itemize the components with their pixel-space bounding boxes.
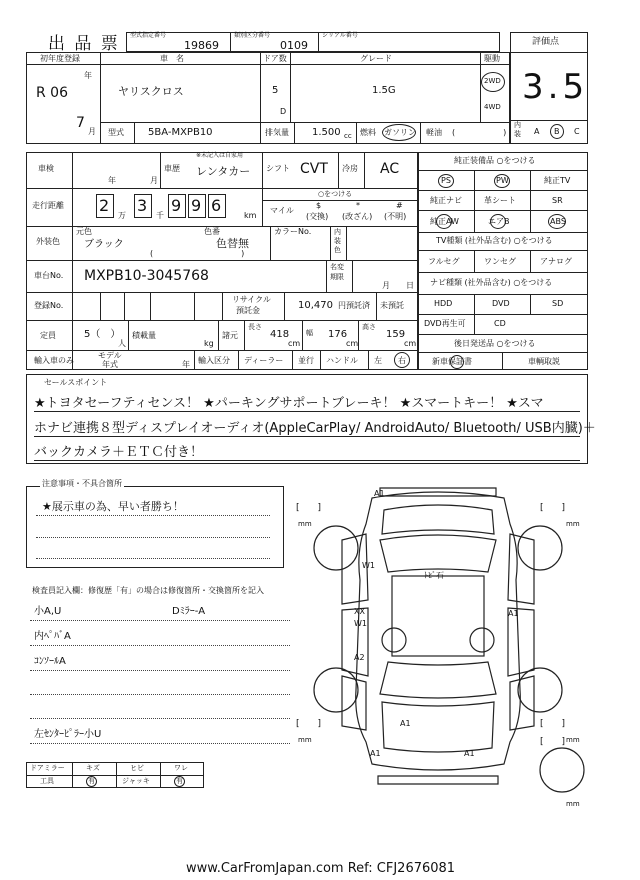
mileage-km: km [244, 211, 257, 220]
displacement-label: 排気量 [265, 128, 289, 137]
tire-bracket-fl: [ ] [296, 503, 322, 513]
length-cm: cm [288, 339, 301, 348]
fuel-label: 燃料 [360, 128, 376, 137]
later-warranty: 新車保証書 [432, 357, 472, 366]
score-label: 評価点 [532, 37, 560, 47]
displacement-unit: cc [344, 132, 352, 140]
color-no-label: カラーNo. [274, 227, 312, 236]
equip-leather: 革シート [484, 196, 516, 205]
tire-bracket-rl: [ ] [296, 719, 322, 729]
handle-label: ハンドル [326, 356, 358, 365]
recycle-value: 10,470 [298, 300, 333, 311]
doors-sub: D [280, 107, 287, 116]
sales-line-2: ホナビ連携８型ディスプレイオーディオ(AppleCarPlay/ AndroidAuto/ Bluetooth/ USB内臓)＋ [34, 417, 580, 437]
legend-mirror: ドアミラー [30, 764, 65, 772]
recycle-unit: 円預託済 [338, 301, 370, 310]
original-color-label: 元色 [76, 227, 92, 236]
interior-label-1: 内 [514, 121, 521, 129]
shift-label: シフト [266, 164, 290, 173]
sales-point-label: セールスポイント [44, 378, 108, 387]
length-value: 418 [270, 329, 290, 340]
name-change-label-2: 期限 [330, 273, 344, 281]
inspector-line-3: ｺﾝｿｰﾙA [34, 656, 66, 667]
shaken-year: 年 [108, 176, 116, 185]
diag-label-w1-side: W1 [354, 619, 367, 628]
load-label: 積載量 [132, 331, 156, 340]
mileage-man: 万 [118, 211, 126, 220]
mileage-digit-4: 9 [191, 196, 202, 215]
registration-label: 登録No. [34, 301, 64, 310]
later-manual: 車輌取説 [528, 357, 560, 366]
mileage-digit-3: 9 [171, 196, 182, 215]
tire-mm-rr: mm [566, 736, 580, 744]
repaint-value: 色替無 [216, 237, 249, 250]
car-damage-diagram [288, 480, 588, 810]
type-cert-value: 19869 [184, 39, 219, 52]
tire-mm-spare: mm [566, 800, 580, 808]
light-oil-label: 軽油 [426, 128, 442, 137]
header-code-box [126, 32, 500, 52]
recycle-label-1: リサイクル [232, 295, 271, 304]
inspector-line-2: 内ﾍﾟﾊﾞA [34, 631, 71, 642]
fuel-other: ( ) [452, 128, 507, 137]
first-reg-label: 初年度登録 [40, 54, 80, 63]
mileage-digit-1: 2 [99, 196, 110, 215]
equip-abs: ABS [550, 217, 566, 226]
navi-hdd: HDD [434, 299, 453, 308]
import-label: 輸入車のみ [34, 356, 74, 365]
chassis-label: 車台No. [34, 271, 64, 280]
handle-right: 右 [398, 356, 406, 365]
color-number-label: 色番 [204, 227, 220, 236]
height-label: 高さ [362, 323, 376, 331]
tire-mm-rl: mm [298, 736, 312, 744]
diag-label-a1-right: A1 [508, 609, 519, 618]
tire-mm-fl: mm [298, 520, 312, 528]
equip-sr: SR [552, 196, 563, 205]
equip-airbag: エアB [488, 217, 510, 226]
inspector-line-6: 左ｾﾝﾀｰﾋﾟﾗｰ小U [34, 729, 102, 740]
inspector-line-1: 小A,U [34, 606, 62, 617]
later-header: 後日発送品 ○をつける [454, 339, 536, 348]
tv-one: ワンセグ [484, 257, 516, 266]
navi-header: ナビ種類 (社外品含む) ○をつける [430, 278, 553, 287]
equip-pw: PW [496, 176, 509, 185]
shaken-label: 車検 [38, 164, 54, 173]
model-label: 型式 [108, 128, 124, 137]
sales-line-1: ★トヨタセーフティセンス！ ★パーキングサポートブレーキ！ ★スマートキー！ ★スマ [34, 392, 580, 412]
recycle-unpaid: 未預託 [380, 301, 404, 310]
tire-mm-fr: mm [566, 520, 580, 528]
class-label: 類別区分番号 [234, 32, 271, 39]
mileage-digit-5: 6 [211, 196, 222, 215]
diag-label-a2: A2 [354, 653, 365, 662]
legend-jack-yes: 有 [176, 777, 183, 785]
notes-label: 注意事項・不具合箇所 [42, 479, 122, 488]
mile-label: マイル [270, 206, 294, 215]
navi-cd: CD [494, 319, 506, 328]
serial-label: シリアル番号 [322, 32, 358, 39]
mileage-digit-2: 3 [137, 196, 148, 215]
tire-bracket-spare: [ ] [540, 737, 566, 747]
car-name-label: 車 名 [160, 54, 184, 63]
import-dealer: ディーラー [244, 356, 284, 365]
mileage-label: 走行距離 [32, 201, 64, 210]
diag-label-a1-front: A1 [374, 489, 385, 498]
tire-bracket-rr: [ ] [540, 719, 566, 729]
legend-scratch: キズ [86, 764, 100, 772]
length-label: 長さ [248, 323, 262, 331]
unknown-sub: (不明) [384, 212, 407, 221]
doors-value: 5 [272, 85, 279, 96]
footer-ref: www.CarFromJapan.com Ref: CFJ2676081 [186, 861, 456, 876]
drive-4wd: 4WD [484, 103, 501, 111]
original-color-value: ブラック [84, 239, 124, 250]
score-value: 3.5 [522, 67, 589, 107]
diag-label-stone-chip: ﾄﾋﾞ石 [424, 571, 444, 580]
handle-left: 左 [374, 356, 382, 365]
notes-box [26, 486, 284, 568]
tire-bracket-fr: [ ] [540, 503, 566, 513]
month-label: 月 [88, 127, 96, 136]
tamper-label: * [356, 201, 360, 210]
capacity-unit: 人 [118, 339, 126, 348]
interior-color-label: 内 装 色 [334, 228, 341, 254]
capacity-label: 定員 [40, 331, 56, 340]
recycle-label-2: 預託金 [236, 306, 260, 315]
car-name-value: ヤリスクロス [118, 85, 184, 98]
fuel-value: ガソリン [384, 128, 416, 137]
import-class-label: 輸入区分 [198, 356, 230, 365]
mileage-circle-note: ○をつける [318, 190, 353, 198]
use-label: 車歴 [164, 164, 180, 173]
name-change-month: 月 [382, 281, 390, 290]
navi-sd: SD [552, 299, 564, 308]
year-label: 年 [84, 71, 92, 80]
height-value: 159 [386, 329, 406, 340]
tv-analog: アナログ [540, 257, 572, 266]
equip-navi: 純正ナビ [430, 196, 462, 205]
doors-label: ドア数 [263, 54, 287, 63]
drive-label: 駆動 [484, 54, 500, 63]
ac-label: 冷房 [342, 164, 358, 173]
shaken-month: 月 [150, 176, 158, 185]
tv-header: TV種類 (社外品含む) ○をつける [436, 236, 553, 245]
width-label: 幅 [306, 329, 313, 337]
type-cert-label: 型式指定番号 [130, 32, 167, 39]
model-value: 5BA-MXPB10 [148, 127, 213, 138]
legend-tools-yes: 有 [88, 777, 95, 785]
legend-jack: ジャッキ [122, 777, 150, 785]
model-year-label-2: 年式 [102, 360, 118, 369]
diag-label-w1-windshield: W1 [362, 561, 375, 570]
equip-tv: 純正TV [544, 176, 571, 185]
diag-label-xx: XX [354, 607, 365, 616]
use-value: レンタカー [196, 165, 251, 178]
exchange-label: $ [316, 201, 322, 210]
capacity-value: 5（ ） [84, 329, 121, 340]
interior-grade-b: B [554, 127, 560, 136]
legend-break: ワレ [174, 764, 188, 772]
import-parallel: 並行 [298, 356, 314, 365]
name-change-label-1: 名変 [330, 263, 344, 271]
legend-crack: ヒビ [130, 764, 144, 772]
chassis-value: MXPB10-3045768 [84, 268, 209, 284]
inspector-line-1-right: Dﾐﾗｰ-A [172, 606, 206, 617]
displacement-value: 1.500 [312, 127, 341, 138]
equip-ps: PS [441, 176, 451, 185]
grade-label: グレード [360, 54, 392, 63]
diag-label-a1-rear-left: A1 [370, 749, 381, 758]
width-cm: cm [346, 339, 359, 348]
class-value: 0109 [280, 39, 308, 52]
model-year-unit: 年 [182, 360, 190, 369]
exchange-sub: (交換) [306, 212, 329, 221]
sales-line-3: バックカメラ＋ＥＴＣ付き！ [34, 441, 580, 461]
equip-aw: 純正AW [430, 217, 459, 226]
unknown-label: # [396, 201, 403, 210]
use-note: ※未記入は自家用 [196, 152, 244, 159]
navi-dvd: DVD [492, 299, 510, 308]
equipment-header: 純正装備品 ○をつける [454, 156, 536, 165]
interior-grade-c: C [574, 127, 580, 136]
first-reg-year: R 06 [36, 85, 68, 101]
tv-full: フルセグ [428, 257, 460, 266]
size-label: 諸元 [222, 331, 238, 340]
tamper-sub: (改ざん) [342, 212, 373, 221]
model-year-label-1: モデル [98, 351, 122, 360]
name-change-day: 日 [406, 281, 414, 290]
shift-value: CVT [300, 161, 328, 177]
diag-label-a1-trunk: A1 [400, 719, 411, 728]
drive-2wd: 2WD [484, 77, 501, 85]
height-cm: cm [404, 339, 417, 348]
ac-value: AC [380, 161, 400, 177]
navi-dvd-play: DVD再生可 [424, 319, 466, 328]
load-unit: kg [204, 339, 214, 348]
color-paren: ( ) [150, 249, 245, 258]
sheet-title: 出 品 票 [48, 34, 120, 54]
width-value: 176 [328, 329, 348, 340]
interior-grade-a: A [534, 127, 540, 136]
interior-label-2: 装 [514, 130, 521, 138]
exterior-color-label: 外装色 [36, 237, 60, 246]
inspector-label: 検査員記入欄：修復歴「有」の場合は修復箇所・交換箇所を記入 [32, 586, 264, 595]
first-reg-month: 7 [76, 115, 85, 131]
grade-value: 1.5G [372, 85, 396, 96]
diag-label-a1-rear-right: A1 [464, 749, 475, 758]
notes-line-1: ★展示車の為、早い者勝ち！ [42, 500, 184, 513]
legend-tools: 工具 [40, 777, 54, 785]
mileage-sen: 千 [156, 211, 164, 220]
